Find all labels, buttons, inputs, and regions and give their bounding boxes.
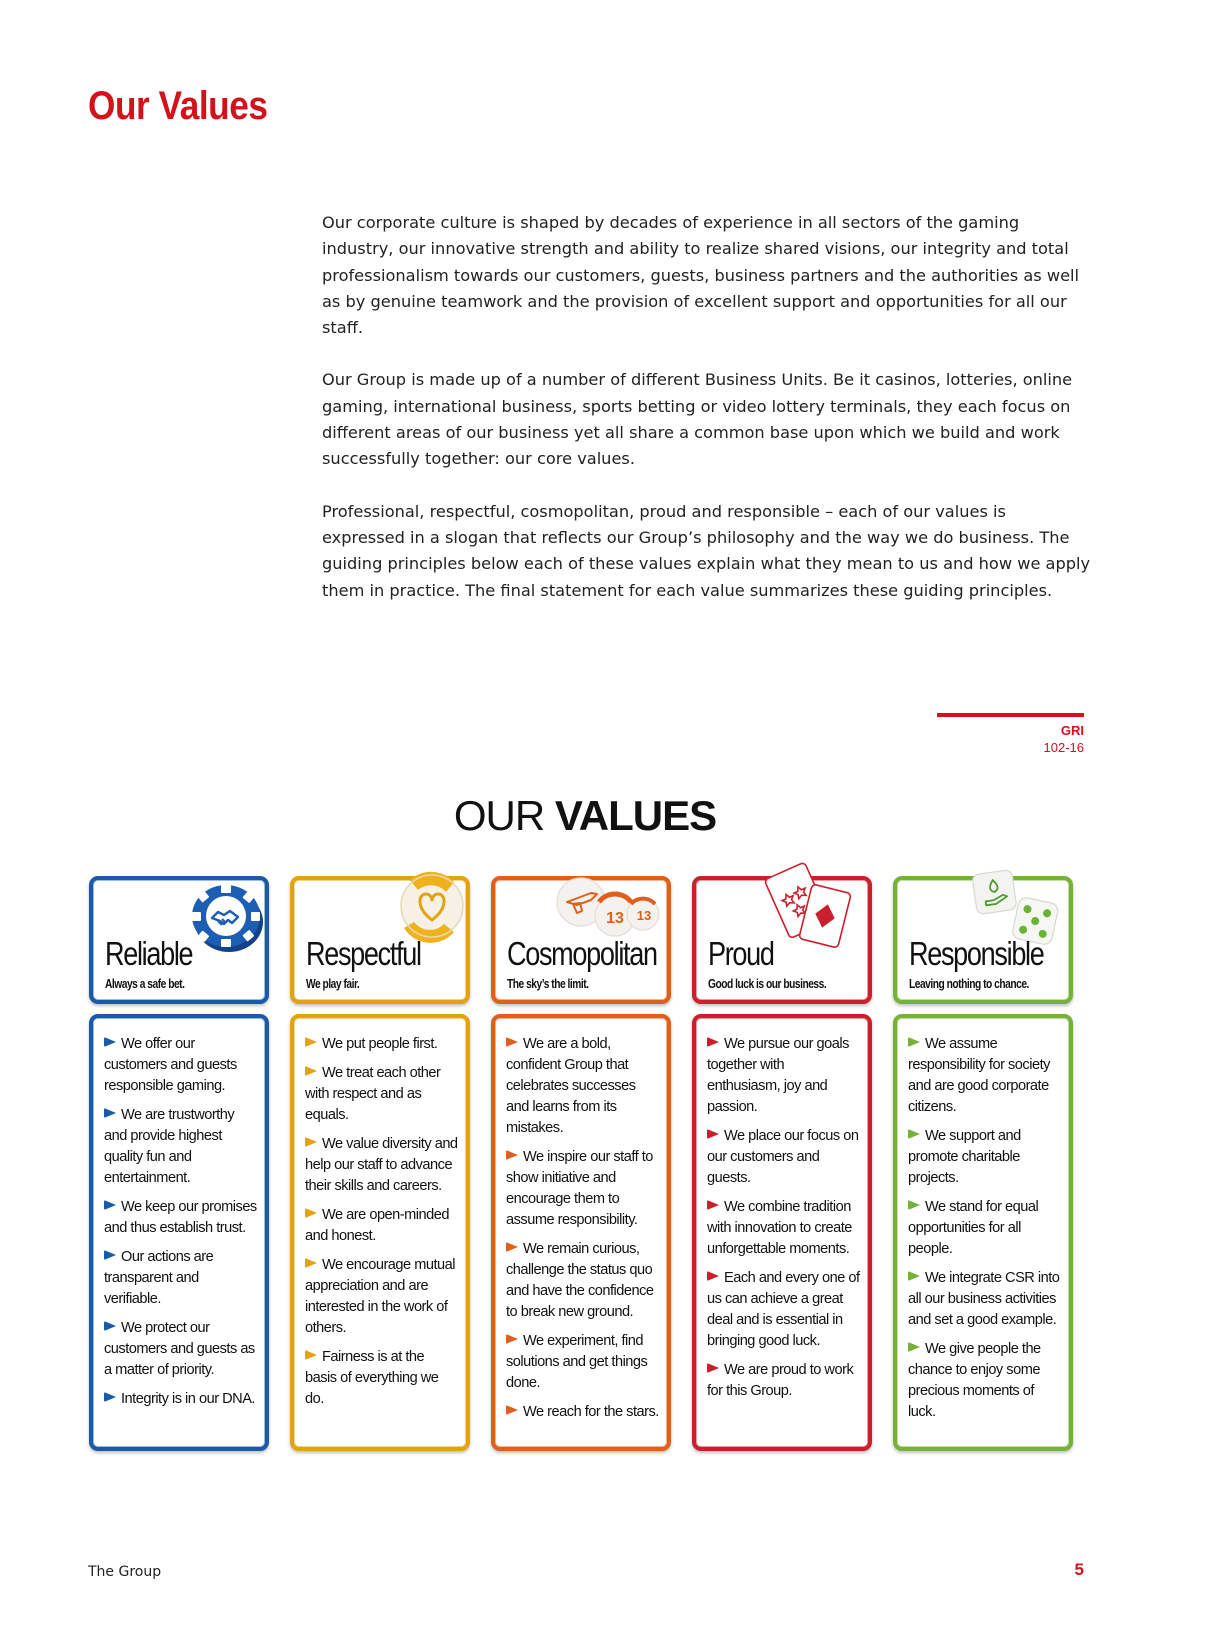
value-card-respectful-principles bbox=[290, 1014, 470, 1451]
value-card-reliable-header bbox=[89, 876, 269, 1004]
list-item bbox=[908, 1339, 1061, 1423]
list-item bbox=[104, 1034, 257, 1097]
value-name: Respectful bbox=[306, 935, 421, 972]
lottery-ball-number: 13 bbox=[606, 910, 624, 927]
principle-text: We offer our customers and guests responsible gaming. bbox=[104, 1036, 237, 1094]
page-number: 5 bbox=[1074, 1560, 1084, 1579]
principle-text: We reach for the stars. bbox=[523, 1404, 659, 1420]
arrow-bullet-icon bbox=[707, 1037, 719, 1047]
arrow-bullet-icon bbox=[908, 1200, 920, 1210]
lottery-ball-number: 13 bbox=[636, 908, 652, 923]
principle-text: Integrity is in our DNA. bbox=[121, 1391, 255, 1407]
arrow-bullet-icon bbox=[506, 1242, 518, 1252]
list-item bbox=[104, 1105, 257, 1189]
value-card-proud-principles bbox=[692, 1014, 872, 1451]
intro-paragraph: Professional, respectful, cosmopolitan, proud and responsible – each of our values is expressed in a slogan that reflects our Group’s philosophy and the way we do business. The guiding principles below each of these values explain what they mean to us and how we apply them in practice. The final statement for each value summarizes these guiding principles. bbox=[322, 501, 1091, 600]
arrow-bullet-icon bbox=[104, 1392, 116, 1402]
intro-paragraph: Our Group is made up of a number of different Business Units. Be it casinos, lotteries, online gaming, international business, sports betting or video lottery terminals, they each focus on different areas of our business yet all share a common base upon which we build and work successfully together: our core values. bbox=[322, 370, 1073, 469]
gri-divider bbox=[937, 713, 1084, 717]
value-slogan: The sky’s the limit. bbox=[507, 977, 589, 991]
intro-paragraph: Our corporate culture is shaped by decades of experience in all sectors of the gaming industry, our innovative strength and ability to realize shared visions, our integrity and total professionalism towards our customers, guests, business partners and the authorities as well as by genuine teamwork and the provision of excellent support and opportunities for all our staff. bbox=[322, 213, 1080, 338]
value-slogan: Always a safe bet. bbox=[105, 977, 185, 991]
gri-code: 102-16 bbox=[1043, 740, 1084, 755]
value-card-cosmopolitan-principles bbox=[491, 1014, 671, 1451]
value-card-respectful-header bbox=[290, 876, 470, 1004]
arrow-bullet-icon bbox=[506, 1150, 518, 1160]
arrow-bullet-icon bbox=[506, 1334, 518, 1344]
list-item bbox=[707, 1360, 860, 1402]
arrow-bullet-icon bbox=[305, 1066, 317, 1076]
principles-list bbox=[294, 1018, 466, 1410]
value-name: Reliable bbox=[105, 935, 193, 972]
principle-text: We are trustworthy and provide highest quality fun and entertainment. bbox=[104, 1107, 235, 1186]
principle-text: We give people the chance to enjoy some precious moments of luck. bbox=[908, 1341, 1041, 1420]
arrow-bullet-icon bbox=[908, 1342, 920, 1352]
list-item bbox=[707, 1034, 860, 1118]
principle-text: Our actions are transparent and verifiable. bbox=[104, 1249, 214, 1307]
arrow-bullet-icon bbox=[908, 1037, 920, 1047]
arrow-bullet-icon bbox=[707, 1200, 719, 1210]
principle-text: We encourage mutual appreciation and are interested in the work of others. bbox=[305, 1257, 456, 1336]
list-item bbox=[707, 1197, 860, 1260]
list-item bbox=[908, 1126, 1061, 1189]
principle-text: We combine tradition with innovation to create unforgettable moments. bbox=[707, 1199, 852, 1257]
list-item bbox=[305, 1255, 458, 1339]
principle-text: We protect our customers and guests as a matter of priority. bbox=[104, 1320, 255, 1378]
footer-section-label: The Group bbox=[88, 1564, 162, 1580]
principle-text: We put people first. bbox=[322, 1036, 438, 1052]
value-card-responsible-header bbox=[893, 876, 1073, 1004]
principle-text: We remain curious, challenge the status quo and have the confidence to break new ground. bbox=[506, 1241, 654, 1320]
list-item bbox=[506, 1239, 659, 1323]
principle-text: We treat each other with respect and as equals. bbox=[305, 1065, 441, 1123]
value-card-reliable-principles bbox=[89, 1014, 269, 1451]
poker-chip-handshake-icon bbox=[179, 868, 271, 958]
value-card-cosmopolitan-header bbox=[491, 876, 671, 1004]
list-item bbox=[305, 1034, 458, 1055]
values-graphic-heading bbox=[0, 792, 1170, 840]
value-slogan: We play fair. bbox=[306, 977, 360, 991]
page-title: Our Values bbox=[88, 84, 268, 128]
gri-label: GRI bbox=[1060, 723, 1084, 738]
principle-text: We inspire our staff to show initiative and encourage them to assume responsibility. bbox=[506, 1149, 653, 1228]
list-item bbox=[506, 1034, 659, 1139]
list-item bbox=[305, 1063, 458, 1126]
principles-list bbox=[897, 1018, 1069, 1423]
arrow-bullet-icon bbox=[305, 1208, 317, 1218]
arrow-bullet-icon bbox=[305, 1350, 317, 1360]
principle-text: We integrate CSR into all our business activities and set a good example. bbox=[908, 1270, 1060, 1328]
principle-text: We pursue our goals together with enthusiasm, joy and passion. bbox=[707, 1036, 849, 1115]
principle-text: We experiment, find solutions and get things done. bbox=[506, 1333, 648, 1391]
list-item bbox=[104, 1389, 257, 1410]
heading-bold: VALUES bbox=[554, 792, 717, 839]
arrow-bullet-icon bbox=[305, 1258, 317, 1268]
list-item bbox=[305, 1347, 458, 1410]
arrow-bullet-icon bbox=[104, 1108, 116, 1118]
arrow-bullet-icon bbox=[908, 1129, 920, 1139]
arrow-bullet-icon bbox=[506, 1037, 518, 1047]
value-name: Responsible bbox=[909, 935, 1044, 972]
arrow-bullet-icon bbox=[104, 1250, 116, 1260]
principle-text: We are a bold, confident Group that celebrates successes and learns from its mistakes. bbox=[506, 1036, 636, 1136]
arrow-bullet-icon bbox=[104, 1200, 116, 1210]
arrow-bullet-icon bbox=[305, 1037, 317, 1047]
principle-text: We are proud to work for this Group. bbox=[707, 1362, 854, 1399]
principle-text: We keep our promises and thus establish trust. bbox=[104, 1199, 257, 1236]
list-item bbox=[104, 1318, 257, 1381]
list-item bbox=[707, 1268, 860, 1352]
list-item bbox=[506, 1402, 659, 1423]
intro-text bbox=[322, 210, 1092, 630]
principles-list bbox=[696, 1018, 868, 1402]
value-slogan: Good luck is our business. bbox=[708, 977, 827, 991]
arrow-bullet-icon bbox=[104, 1321, 116, 1331]
list-item bbox=[104, 1197, 257, 1239]
arrow-bullet-icon bbox=[707, 1271, 719, 1281]
principle-text: We support and promote charitable projects. bbox=[908, 1128, 1021, 1186]
principle-text: We place our focus on our customers and guests. bbox=[707, 1128, 859, 1186]
arrow-bullet-icon bbox=[908, 1271, 920, 1281]
principles-list bbox=[495, 1018, 667, 1423]
list-item bbox=[908, 1197, 1061, 1260]
arrow-bullet-icon bbox=[707, 1129, 719, 1139]
arrow-bullet-icon bbox=[707, 1363, 719, 1373]
principle-text: We stand for equal opportunities for all people. bbox=[908, 1199, 1039, 1257]
principle-text: We are open-minded and honest. bbox=[305, 1207, 450, 1244]
value-card-proud-header bbox=[692, 876, 872, 1004]
list-item bbox=[506, 1147, 659, 1231]
heading-light: OUR bbox=[453, 792, 555, 839]
principle-text: We value diversity and help our staff to advance their skills and careers. bbox=[305, 1136, 458, 1194]
principle-text: We assume responsibility for society and are good corporate citizens. bbox=[908, 1036, 1050, 1115]
arrow-bullet-icon bbox=[104, 1037, 116, 1047]
list-item bbox=[908, 1034, 1061, 1118]
arrow-bullet-icon bbox=[305, 1137, 317, 1147]
value-name: Proud bbox=[708, 935, 774, 972]
list-item bbox=[707, 1126, 860, 1189]
list-item bbox=[305, 1134, 458, 1197]
list-item bbox=[104, 1247, 257, 1310]
principles-list bbox=[93, 1018, 265, 1410]
value-card-responsible-principles bbox=[893, 1014, 1073, 1451]
list-item bbox=[305, 1205, 458, 1247]
list-item bbox=[908, 1268, 1061, 1331]
value-name: Cosmopolitan bbox=[507, 935, 657, 972]
value-slogan: Leaving nothing to chance. bbox=[909, 977, 1029, 991]
principle-text: Fairness is at the basis of everything we do. bbox=[305, 1349, 439, 1407]
list-item bbox=[506, 1331, 659, 1394]
principle-text: Each and every one of us can achieve a great deal and is essential in bringing good luck. bbox=[707, 1270, 860, 1349]
arrow-bullet-icon bbox=[506, 1405, 518, 1415]
